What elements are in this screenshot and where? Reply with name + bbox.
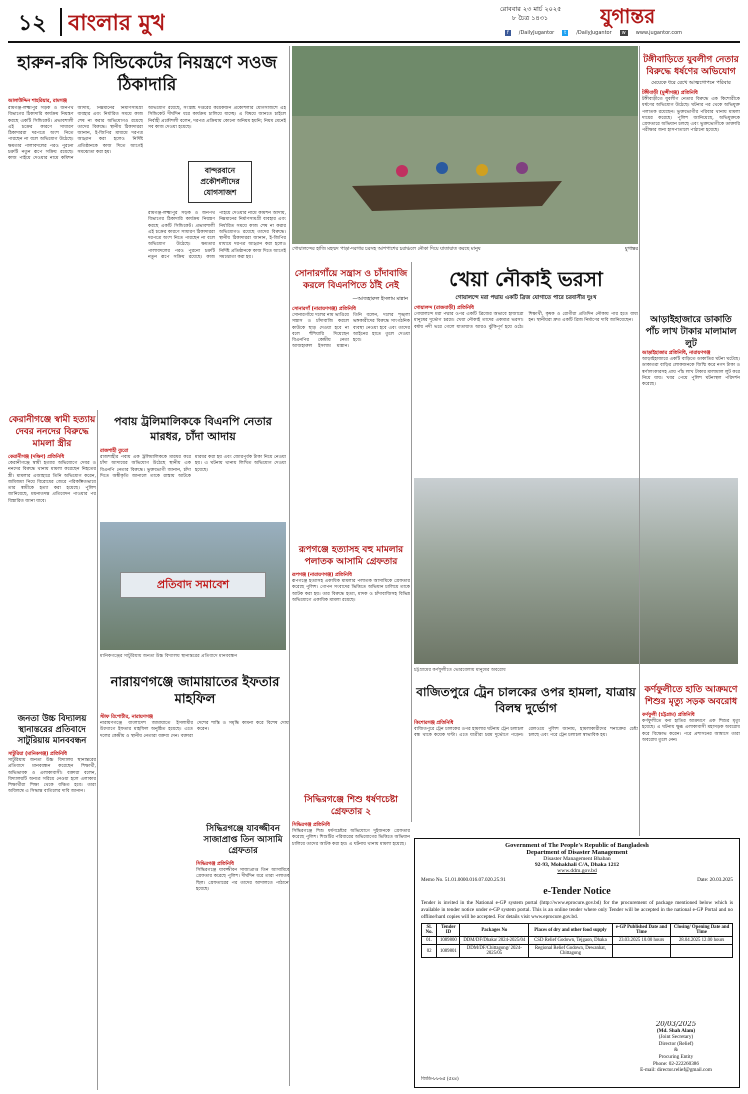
body: রাজশাহীর পবায় এক ট্রলিমালিককে মারধর করে চাঁদা আদায়ের অভিযোগ উঠেছে স্থানীয় এক বিএনপি নেতার বিরুদ্ধে। ভুক্তভোগী জানান, চাঁদা দিতে অস্বীকৃতি জানালে তাকে রাস্তায় আটকে মারধর করা হয় এবং জোরপূর্বক টাকা নিয়ে নেওয়া হয়। এ ঘটনায় থানায় লিখিত অভিযোগ দেওয়া হয়েছে। (100, 455, 286, 479)
section-title: বাংলার মুখ (68, 10, 166, 36)
photo-karnaphuli (414, 478, 738, 676)
table-cell: 02 (422, 945, 437, 958)
table-header: Sl. No. (422, 924, 437, 937)
banner-text: প্রতিবাদ সমাবেশ (156, 578, 230, 591)
signer-role-1: (Joint Secretary) (658, 1034, 694, 1041)
table-row (422, 937, 733, 945)
protest-banner (120, 572, 266, 598)
facebook-link[interactable]: /DailyJugantor (518, 30, 555, 36)
website-link[interactable]: www.jugantor.com (635, 30, 683, 36)
signer-role-2: Director (Relief) (658, 1040, 694, 1047)
facebook-icon: f (507, 30, 509, 36)
signer-role-3: & (673, 1047, 679, 1054)
byline: সাটুরিয়া (মানিকগঞ্জ) প্রতিনিধি (8, 752, 67, 757)
article-araihazar (642, 310, 740, 475)
body: আড়াইহাজারে একটি বাড়িতে ডাকাতির ঘটনা ঘটেছে। ডাকাতরা বাড়ির লোকজনকে জিম্মি করে নগদ টাকা ও স্বর্ণালংকারসহ প্রায় পাঁচ লাখ টাকার মালামাল লুট করে নিয়ে যায়। খবর পেয়ে পুলিশ ঘটনাস্থল পরিদর্শন করেছে। (642, 357, 740, 388)
deck: গোয়ালন্দে মরা পদ্মায় একটি ব্রিজ যোগাতে পারে চরবাসীর দুঃখ (455, 295, 597, 301)
article-tongibari (642, 46, 740, 304)
date-line-2: ৮ চৈত্র ১৪৩১ (512, 14, 549, 22)
headline: টঙ্গীবাড়িতে যুবলীগ নেতার বিরুদ্ধে ধর্ষণের অভিযোগ (643, 55, 739, 77)
article-rupganj (292, 540, 410, 780)
tender-notice (414, 838, 740, 1088)
article-karnaphuli (642, 680, 740, 835)
article-harun-roki (8, 46, 286, 376)
headline: রূপগঞ্জে হত্যাসহ বহু মামলার পলাতক আসামি গ্রেফতার (298, 545, 404, 567)
body: সাটুরিয়ায় জনতা উচ্চ বিদ্যালয় স্থানান্তরের প্রতিবাদে মানববন্ধন করেছেন শিক্ষার্থী, অভিভাবক ও এলাকাবাসী। বক্তারা বলেন, বিদ্যালয়টি অন্যত্র সরিয়ে নেওয়া হলে এলাকার শিক্ষার্থীরা শিক্ষা থেকে বঞ্চিত হবে। তারা অবিলম্বে এ সিদ্ধান্ত বাতিলের দাবি জানান। (8, 758, 96, 795)
body: বাজিতপুরে ট্রেন চালকের ওপর হামলার ঘটনায় ট্রেন চলাচল বন্ধ থাকে কয়েক ঘণ্টা। এতে যাত্রীরা চরম দুর্ভোগে পড়েন। রেলওয়ে পুলিশ জানায়, হামলাকারীদের শনাক্তের চেষ্টা চলছে এবং পরে ট্রেন চলাচল স্বাভাবিক হয়। (414, 727, 638, 739)
photo-caption: চট্টগ্রামের কর্ণফুলীতে ভোরবেলায় মানুষের অবরোধ (414, 668, 506, 673)
bhaban-line: Disaster Management Bhaban (543, 856, 611, 862)
body: রূপগঞ্জে হত্যাসহ একাধিক মামলার পলাতক আসামিকে গ্রেফতার করেছে পুলিশ। গোপন সংবাদের ভিত্তিতে অভিযান চালিয়ে তাকে আটক করা হয়। তার বিরুদ্ধে হত্যা, মাদক ও চাঁদাবাজিসহ বিভিন্ন অভিযোগে একাধিক মামলা রয়েছে। (292, 579, 410, 603)
tender-body: Tender is invited in the National e-GP system portal (http://www.eprocure.gov.bd) for the procurement of package mentioned below which is available in tender notice under e-GP system portal. This is an online tender where only Tender will be accepted in the national e-GP Portal and no offline/hard copies will be accepted. For details visit www.eprocure.gov.bd. (421, 900, 733, 920)
photo-credit: যুগান্তর (624, 247, 638, 252)
body: টঙ্গীবাড়ীতে যুবলীগ নেতার বিরুদ্ধে এক কিশোরীকে ধর্ষণের অভিযোগ উঠেছে। ঘটনার পর থেকে অভিযুক্ত পলাতক রয়েছেন। ভুক্তভোগীর পরিবার থানায় মামলা দায়ের করেছে। পুলিশ জানিয়েছে, অভিযুক্তকে গ্রেফতারে অভিযান চলছে এবং ভুক্তভোগীকে ডাক্তারি পরীক্ষার জন্য হাসপাতালে পাঠানো হয়েছে। (642, 97, 740, 134)
gov-line: Government of The People's Republic of Bangladesh (505, 842, 649, 849)
byline: কেরানীগঞ্জ (দক্ষিণ) প্রতিনিধি (8, 455, 65, 460)
web-icon: w (621, 30, 626, 36)
ad-code: জিডি-৮৮৬৫ (৫x৪) (421, 1077, 459, 1082)
body: কর্ণফুলীতে বন্য হাতির আক্রমণে এক শিশুর মৃত্যু হয়েছে। এ ঘটনায় ক্ষুব্ধ এলাকাবাসী মহাসড়ক অবরোধ করে বিক্ষোভ করেন। পরে প্রশাসনের আশ্বাসে তারা অবরোধ তুলে নেন। (642, 719, 740, 743)
article-bajitpur (414, 680, 638, 835)
date-line: রোববার ২৩ মার্চ ২০২৫ (500, 5, 562, 13)
byline: সিদ্ধিরগঞ্জ প্রতিনিধি (292, 823, 330, 828)
body: সিদ্ধিরগঞ্জে শিশু ধর্ষণচেষ্টার অভিযোগে দুইজনকে গ্রেফতার করেছে পুলিশ। শিশুটির পরিবারের অভিযোগের ভিত্তিতে অভিযান চালিয়ে তাদের আটক করা হয়। এ ঘটনায় থানায় মামলা হয়েছে। (292, 829, 410, 847)
article-keraniganj (8, 410, 96, 705)
photo-image (414, 478, 738, 664)
byline: সোনারগাঁ (নারায়ণগঞ্জ) প্রতিনিধি (292, 307, 356, 312)
byline: রূপগঞ্জ (নারায়ণগঞ্জ) প্রতিনিধি (292, 573, 352, 578)
speaker: —আজহারুল ইসলাম মান্নান (352, 296, 408, 302)
twitter-link[interactable]: /DailyJugantor (576, 30, 612, 36)
signer-email: E-mail: director.relief@gmail.com (640, 1067, 712, 1074)
table-cell: 1089800 (437, 937, 460, 945)
photo-boat (292, 46, 638, 256)
signature-date: 20/03/2025 (655, 1021, 697, 1028)
byline: স্টাফ রিপোর্টার, নারায়ণগঞ্জ (100, 715, 153, 720)
byline: রাজশাহী ব্যুরো (100, 449, 129, 454)
table-cell: 01. (422, 937, 437, 945)
headline: জনতা উচ্চ বিদ্যালয় স্থানান্তরের প্রতিবাদে সাটুরিয়ায় মানববন্ধন (17, 714, 87, 746)
article-siddhirganj-convicts (196, 820, 290, 1085)
body: কেরানীগঞ্জে স্বামী হত্যার অভিযোগে দেবর ও ননদের বিরুদ্ধে থানায় মামলা করেছেন নিহতের স্ত্রী। মামলার এজাহারে তিনি অভিযোগ করেন, জমিজমা নিয়ে বিরোধের জেরে পরিকল্পিতভাবে তার স্বামীকে হত্যা করা হয়েছে। পুলিশ জানিয়েছে, ময়নাতদন্ত প্রতিবেদন পাওয়ার পর বিস্তারিত জানা যাবে। (8, 461, 96, 504)
headline: নারায়ণগঞ্জে জামায়াতের ইফতার মাহফিল (110, 675, 280, 707)
table-cell: CSD Relief Godown, Tejgaon, Dhaka (529, 937, 612, 945)
column-rule (289, 46, 290, 1086)
column-rule (639, 46, 640, 836)
photo-caption: মানিকগঞ্জের সাটুরিয়ায় জনতা উচ্চ বিদ্যালয় স্থানান্তরের প্রতিবাদে মানববন্ধন (100, 654, 238, 659)
photo-image (292, 46, 638, 244)
article-siddhirganj-child (292, 790, 410, 1085)
twitter-icon: t (564, 30, 567, 36)
memo-row (421, 877, 733, 883)
body: নারায়ণগঞ্জে বাংলাদেশ জামায়াতে ইসলামীর উদ্যোগে ইফতার মাহফিল অনুষ্ঠিত হয়েছে। এতে দলের কেন্দ্রীয় ও স্থানীয় নেতারা বক্তব্য দেন। বক্তারা দেশের শান্তি ও সমৃদ্ধি কামনা করে বিশেষ দোয়া করেন। (100, 721, 290, 739)
table-header: Closing/ Opening Date and Time (671, 924, 733, 937)
headline: পবায় ট্রলিমালিককে বিএনপি নেতার মারধর, চাঁদা আদায় (114, 415, 272, 443)
table-header: Places of dry and other food supply (529, 924, 612, 937)
boat-illustration (292, 46, 638, 244)
body-right: অভিযোগ রয়েছে, সংশ্লিষ্ট দপ্তরের কয়েকজন প্রকৌশলীর যোগসাজশে এই সিন্ডিকেট দীর্ঘদিন ধরে কার্যক্রম চালিয়ে যাচ্ছে। এ বিষয়ে জানতে চাইলে নির্বাহী প্রকৌশলী বলেন, দরপত্র প্রক্রিয়ায় কোনো অনিয়ম হয়নি; নিয়ম মেনেই সব কাজ দেওয়া হয়েছে। (148, 106, 286, 130)
masthead-rule (8, 41, 740, 43)
table-cell: DDM/DF/Dhaka/ 2024-2025/04 (460, 937, 529, 945)
tender-table (421, 923, 733, 958)
table-cell: Regional Relief Godown, Dewanhat, Chittagong (529, 945, 612, 958)
column-rule (411, 262, 412, 822)
signer-name: (Md. Shah Alam) (656, 1027, 696, 1034)
byline: গোয়ালন্দ (রাজবাড়ী) প্রতিনিধি (414, 306, 474, 311)
table-cell: 28.04.2025 12.00 hours (671, 937, 733, 945)
headline: আড়াইহাজারে ডাকাতি পাঁচ লাখ টাকার মালামাল লুট (645, 315, 737, 349)
table-header: Packages No (460, 924, 529, 937)
tender-title: e-Tender Notice (543, 886, 611, 897)
table-cell: 1089801 (437, 945, 460, 958)
headline: খেয়া নৌকাই ভরসা (449, 267, 603, 291)
table-cell: 23.03.2025 10.00 hours (612, 937, 671, 945)
byline: টঙ্গীবাড়ী (মুন্সীগঞ্জ) প্রতিনিধি (642, 91, 698, 96)
headline: সোনারগাঁয়ে সন্ত্রাস ও চাঁদাবাজি করলে বিএনপিতে ঠাঁই নেই (294, 269, 408, 291)
headline: হারুন-রকি সিন্ডিকেটের নিয়ন্ত্রণে সওজ ঠিকাদারি (17, 53, 277, 95)
subhead: বান্দরবানে প্রকৌশলীদের যোগসাজশ (200, 166, 240, 197)
signer-role-4: Procuring Entity (658, 1053, 694, 1060)
subhead-box (188, 161, 252, 203)
table-cell (612, 945, 671, 958)
photo-image (100, 522, 286, 650)
table-row (422, 945, 733, 958)
masthead-divider (60, 8, 62, 36)
byline: আলাউদ্দিন শাহরিয়ার, রামগঞ্জ (8, 99, 67, 104)
deck: মেয়েকে ধরে রেখে আত্মগোপনে পরিবার (651, 80, 731, 86)
headline: বাজিতপুরে ট্রেন চালকের ওপর হামলা, যাত্রায় বিলম্ব দুর্ভোগ (416, 685, 636, 715)
table-header: e-GP Published Date and Time (612, 924, 671, 937)
headline: সিদ্ধিরগঞ্জে যাবজ্জীবন সাজাপ্রাপ্ত তিন আসামি গ্রেফতার (203, 824, 283, 856)
table-cell (671, 945, 733, 958)
article-kheya (414, 262, 638, 474)
column-rule (97, 410, 98, 1090)
article-saturia (8, 710, 96, 1090)
page-number: ১২ (18, 10, 47, 36)
masthead (0, 0, 748, 44)
memo-date: Date: 20.03.2025 (697, 877, 733, 883)
body: সিদ্ধিরগঞ্জে যাবজ্জীবন সাজাপ্রাপ্ত তিন আসামিকে গ্রেফতার করেছে পুলিশ। দীর্ঘদিন ধরে তারা পলাতক ছিল। গ্রেফতারের পর তাদের আদালতে পাঠানো হয়েছে। (196, 868, 290, 892)
memo-no: Memo No. 51.01.0000.016.07.020.25.91 (421, 877, 506, 883)
web-line[interactable]: www.ddm.gov.bd (557, 868, 597, 874)
byline: কর্ণফুলী (চট্টগ্রাম) প্রতিনিধি (642, 713, 695, 718)
article-sonargaon (292, 262, 410, 537)
body-continued: রামগঞ্জ-লক্ষ্মীপুর সড়ক ও জনপথ বিভাগের ঠিকাদারি কার্যক্রম নিয়ন্ত্রণ করছে একটি সিন্ডিকেট। প্রভাবশালী এই চক্রের কারণে সাধারণ ঠিকাদাররা দরপত্রে অংশ নিতে পারছেন না বলে অভিযোগ উঠেছে। ক্ষমতার পালাবদলের পরও পুরনো চক্রটি নতুন রূপে সক্রিয় রয়েছে। কাজ পাইয়ে দেওয়ার নামে কমিশন আদায়, নিম্নমানের নির্মাণসামগ্রী ব্যবহার এবং নির্ধারিত সময়ে কাজ শেষ না করার অভিযোগও রয়েছে তাদের বিরুদ্ধে। স্থানীয় ঠিকাদাররা জানান, ই-জিপির মাধ্যমে দরপত্র আহ্বান করা হলেও নির্দিষ্ট প্রতিষ্ঠানকে কাজ দিতে আগেই সমঝোতা করা হয়। (148, 211, 286, 261)
body: গোয়ালন্দে মরা পদ্মার ওপর একটি ব্রিজের অভাবে হাজারো মানুষের দুর্ভোগ চরমে। খেয়া নৌকাই তাদের একমাত্র ভরসা। বর্ষায় নদী ভরে গেলে যাতায়াত আরও ঝুঁকিপূর্ণ হয়ে ওঠে। শিক্ষার্থী, কৃষক ও রোগীরা প্রতিদিন নৌকায় পার হতে বাধ্য হন। স্থানীয়রা দ্রুত একটি ব্রিজ নির্মাণের দাবি জানিয়েছেন। (414, 312, 638, 330)
table-cell: DDM/DF/Chittagong/ 2024-2025/05 (460, 945, 529, 958)
signature-block (621, 1021, 731, 1074)
headline: কর্ণফুলীতে হাতি আক্রমণে শিশুর মৃত্যু সড়ক অবরোধ (644, 685, 738, 707)
photo-protest (100, 522, 286, 662)
headline: কেরানীগঞ্জে স্বামী হত্যায় দেবর ননদের বিরুদ্ধে মামলা স্ত্রীর (8, 415, 96, 449)
article-pobay (100, 410, 286, 520)
table-header: Tender ID (437, 924, 460, 937)
body-left: রামগঞ্জ-লক্ষ্মীপুর সড়ক ও জনপথ বিভাগের ঠিকাদারি কার্যক্রম নিয়ন্ত্রণ করছে একটি সিন্ডিকেট। প্রভাবশালী এই চক্রের কারণে সাধারণ ঠিকাদাররা দরপত্রে অংশ নিতে পারছেন না বলে অভিযোগ উঠেছে। ক্ষমতার পালাবদলের পরও পুরনো চক্রটি নতুন রূপে সক্রিয় রয়েছে। কাজ পাইয়ে দেওয়ার নামে কমিশন আদায়, নিম্নমানের নির্মাণসামগ্রী ব্যবহার এবং নির্ধারিত সময়ে কাজ শেষ না করার অভিযোগও রয়েছে তাদের বিরুদ্ধে। স্থানীয় ঠিকাদাররা জানান, ই-জিপির মাধ্যমে দরপত্র আহ্বান করা হলেও নির্দিষ্ট প্রতিষ্ঠানকে কাজ দিতে আগেই সমঝোতা করা হয়। (8, 106, 143, 162)
headline: সিদ্ধিরগঞ্জে শিশু ধর্ষণচেষ্টা গ্রেফতার ২ (304, 795, 398, 817)
dept-line: Department of Disaster Management (526, 849, 628, 856)
photo-caption: গোয়ালন্দের হাজি মহম্মদ পাড়া-দরগার চরসহ আশপাশের চরাঞ্চলে নৌকা দিয়ে যাতায়াত করছে মানুষ (292, 247, 481, 252)
byline: আড়াইহাজার প্রতিনিধি, নারায়ণগঞ্জ (642, 351, 711, 356)
body: সোনারগাঁয়ে দলের নাম ভাঙিয়ে সন্ত্রাস ও চাঁদাবাজি করলে কাউকে ছাড় দেওয়া হবে না বলে হুঁশিয়ারি দিয়েছেন বিএনপির কেন্দ্রীয় নেতা আজহারুল ইসলাম মান্নান। তিনি বলেন, দলের শৃঙ্খলা ভঙ্গকারীদের বিরুদ্ধে সাংগঠনিক ব্যবস্থা নেওয়া হবে এবং তাদের আইনের হাতে তুলে দেওয়া হবে। (292, 313, 410, 350)
signer-phone: Phone: 02-222260386 (653, 1060, 699, 1067)
address-line: 92-93, Mohakhali C/A, Dhaka 1212 (534, 862, 620, 868)
byline: সিদ্ধিরগঞ্জ প্রতিনিধি (196, 862, 234, 867)
social-links (505, 30, 682, 36)
byline: কিশোরগঞ্জ প্রতিনিধি (414, 721, 454, 726)
logo: যুগান্তর (600, 4, 656, 28)
